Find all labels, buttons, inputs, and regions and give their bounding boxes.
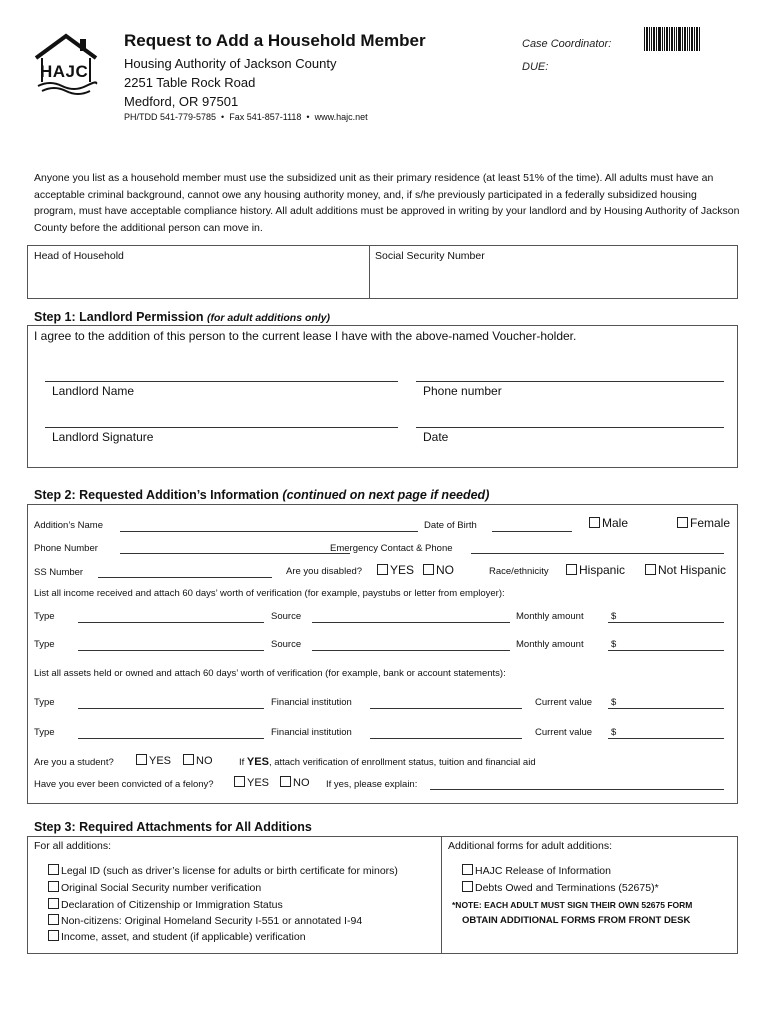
- ssn-verification-box[interactable]: [48, 881, 59, 892]
- female-checkbox[interactable]: Female: [677, 516, 730, 530]
- head-of-household-label: Head of Household: [34, 250, 124, 262]
- dob-line[interactable]: [492, 531, 572, 532]
- step1-box: [27, 325, 738, 468]
- disabled-label: Are you disabled?: [286, 566, 363, 577]
- non-citizens-box[interactable]: [48, 914, 59, 925]
- monthly-amount-line-1[interactable]: [608, 622, 724, 623]
- step3-right-header: Additional forms for adult additions:: [448, 840, 613, 852]
- landlord-phone-label: Phone number: [423, 384, 502, 398]
- student-if-yes-note: If YES, attach verification of enrollment status, tuition and financial aid: [239, 756, 536, 768]
- assets-instructions: List all assets held or owned and attach 60 days’ worth of verification (for example, bank or account statements):: [34, 668, 506, 679]
- hispanic-box[interactable]: [566, 564, 577, 575]
- org-contact: PH/TDD 541-779-5785 • Fax 541-857-1118 • www.hajc.net: [124, 112, 368, 122]
- student-no-box[interactable]: [183, 754, 194, 765]
- income-type-label-2: Type: [34, 639, 55, 650]
- org-city: Medford, OR 97501: [124, 94, 239, 109]
- step3-box: [27, 836, 738, 954]
- form-title: Request to Add a Household Member: [124, 31, 426, 50]
- step3-left-header: For all additions:: [34, 840, 112, 852]
- dollar-sign-1: $: [611, 611, 617, 622]
- male-checkbox[interactable]: Male: [589, 516, 628, 530]
- emergency-line[interactable]: [471, 553, 724, 554]
- attachment-non-citizens[interactable]: Non-citizens: Original Homeland Security I-551 or annotated I-94: [48, 914, 362, 927]
- current-value-label-1: Current value: [535, 697, 593, 708]
- income-type-label-1: Type: [34, 611, 55, 622]
- disabled-no-box[interactable]: [423, 564, 434, 575]
- attachment-release-of-info[interactable]: HAJC Release of Information: [462, 864, 611, 877]
- disabled-yes-checkbox[interactable]: YES: [377, 563, 414, 577]
- landlord-signature-line[interactable]: [45, 427, 398, 428]
- not-hispanic-box[interactable]: [645, 564, 656, 575]
- student-label: Are you a student?: [34, 757, 114, 768]
- landlord-name-line[interactable]: [45, 381, 398, 382]
- landlord-date-label: Date: [423, 430, 449, 444]
- student-yes-checkbox[interactable]: YES: [136, 754, 171, 767]
- current-value-label-2: Current value: [535, 727, 593, 738]
- asset-type-label-2: Type: [34, 727, 55, 738]
- felony-explain-label: If yes, please explain:: [326, 779, 418, 790]
- step2-title: Step 2: Requested Addition’s Information (continued on next page if needed): [34, 488, 490, 502]
- logo-text: HAJC: [40, 62, 89, 81]
- intro-paragraph: Anyone you list as a household member must use the subsidized unit as their primary residence (at least 51% of the time). All adults must have an acceptable criminal background, cannot owe any housing authority money, and, if s/he previously participated in a federally subsidized housing program, must have acceptable compliance history. All adult additions must be approved in writing by your landlord and by Housing Authority of Jackson County before the additional person can move in.: [34, 172, 740, 234]
- current-value-line-1[interactable]: [608, 708, 724, 709]
- hajc-logo: [30, 30, 102, 100]
- legal-id-box[interactable]: [48, 864, 59, 875]
- hispanic-checkbox[interactable]: Hispanic: [566, 563, 625, 577]
- attachment-citizenship[interactable]: Declaration of Citizenship or Immigration Status: [48, 898, 283, 911]
- disabled-yes-box[interactable]: [377, 564, 388, 575]
- step2-box: [27, 504, 738, 804]
- income-type-line-2[interactable]: [78, 650, 264, 651]
- female-box[interactable]: [677, 517, 688, 528]
- male-box[interactable]: [589, 517, 600, 528]
- phone-label: Phone Number: [34, 543, 98, 554]
- income-source-line-1[interactable]: [312, 622, 510, 623]
- landlord-name-label: Landlord Name: [52, 384, 135, 398]
- institution-label-2: Financial institution: [271, 727, 352, 738]
- due-label: DUE:: [522, 61, 549, 73]
- release-of-info-box[interactable]: [462, 864, 473, 875]
- income-source-label-2: Source: [271, 639, 302, 650]
- org-name: Housing Authority of Jackson County: [124, 56, 337, 71]
- case-coordinator-label: Case Coordinator:: [522, 38, 612, 50]
- attachment-legal-id[interactable]: Legal ID (such as driver’s license for adults or birth certificate for minors): [48, 864, 398, 877]
- income-type-line-1[interactable]: [78, 622, 264, 623]
- current-value-line-2[interactable]: [608, 738, 724, 739]
- monthly-amount-label-1: Monthly amount: [516, 611, 584, 622]
- felony-yes-checkbox[interactable]: YES: [234, 776, 269, 789]
- head-ssn-field[interactable]: [372, 264, 734, 296]
- institution-line-1[interactable]: [370, 708, 522, 709]
- attachment-ssn-verification[interactable]: Original Social Security number verification: [48, 881, 261, 894]
- landlord-signature-label: Landlord Signature: [52, 430, 154, 444]
- income-verification-box[interactable]: [48, 930, 59, 941]
- student-yes-box[interactable]: [136, 754, 147, 765]
- felony-label: Have you ever been convicted of a felony?: [34, 779, 214, 790]
- monthly-amount-line-2[interactable]: [608, 650, 724, 651]
- felony-no-box[interactable]: [280, 776, 291, 787]
- attachment-debts-owed[interactable]: Debts Owed and Terminations (52675)*: [462, 881, 659, 894]
- felony-explain-line[interactable]: [430, 789, 724, 790]
- addition-name-line[interactable]: [120, 531, 418, 532]
- institution-line-2[interactable]: [370, 738, 522, 739]
- debts-owed-box[interactable]: [462, 881, 473, 892]
- felony-no-checkbox[interactable]: NO: [280, 776, 310, 789]
- felony-yes-box[interactable]: [234, 776, 245, 787]
- head-of-household-field[interactable]: [30, 264, 366, 296]
- attachment-income-verification[interactable]: Income, asset, and student (if applicable) verification: [48, 930, 306, 943]
- asset-type-line-2[interactable]: [78, 738, 264, 739]
- adult-sign-note: *NOTE: EACH ADULT MUST SIGN THEIR OWN 52675 FORM: [452, 900, 693, 910]
- landlord-date-line[interactable]: [416, 427, 724, 428]
- emergency-label: Emergency Contact & Phone: [330, 543, 453, 554]
- addition-name-label: Addition’s Name: [34, 520, 104, 531]
- asset-dollar-1: $: [611, 697, 617, 708]
- step1-title: Step 1: Landlord Permission (for adult additions only): [34, 310, 331, 324]
- dollar-sign-2: $: [611, 639, 617, 650]
- front-desk-note: OBTAIN ADDITIONAL FORMS FROM FRONT DESK: [462, 915, 691, 926]
- landlord-statement: I agree to the addition of this person to the current lease I have with the above-named Voucher-holder.: [34, 329, 577, 343]
- citizenship-box[interactable]: [48, 898, 59, 909]
- income-source-label-1: Source: [271, 611, 302, 622]
- ssn-label: Social Security Number: [375, 250, 485, 262]
- income-instructions: List all income received and attach 60 days’ worth of verification (for example, paystubs or letter from employer):: [34, 588, 505, 599]
- ss-number-label: SS Number: [34, 567, 84, 578]
- head-of-household-box: [27, 245, 738, 299]
- asset-type-label-1: Type: [34, 697, 55, 708]
- student-no-checkbox[interactable]: NO: [183, 754, 213, 767]
- income-source-line-2[interactable]: [312, 650, 510, 651]
- race-label: Race/ethnicity: [489, 566, 549, 577]
- step3-title: Step 3: Required Attachments for All Additions: [34, 820, 312, 834]
- dob-label: Date of Birth: [424, 520, 477, 531]
- landlord-phone-line[interactable]: [416, 381, 724, 382]
- institution-label-1: Financial institution: [271, 697, 352, 708]
- asset-type-line-1[interactable]: [78, 708, 264, 709]
- ss-number-line[interactable]: [98, 577, 272, 578]
- not-hispanic-checkbox[interactable]: Not Hispanic: [645, 563, 726, 577]
- asset-dollar-2: $: [611, 727, 617, 738]
- barcode: [644, 27, 701, 51]
- monthly-amount-label-2: Monthly amount: [516, 639, 584, 650]
- disabled-no-checkbox[interactable]: NO: [423, 563, 454, 577]
- org-street: 2251 Table Rock Road: [124, 75, 256, 90]
- phone-line[interactable]: [120, 553, 350, 554]
